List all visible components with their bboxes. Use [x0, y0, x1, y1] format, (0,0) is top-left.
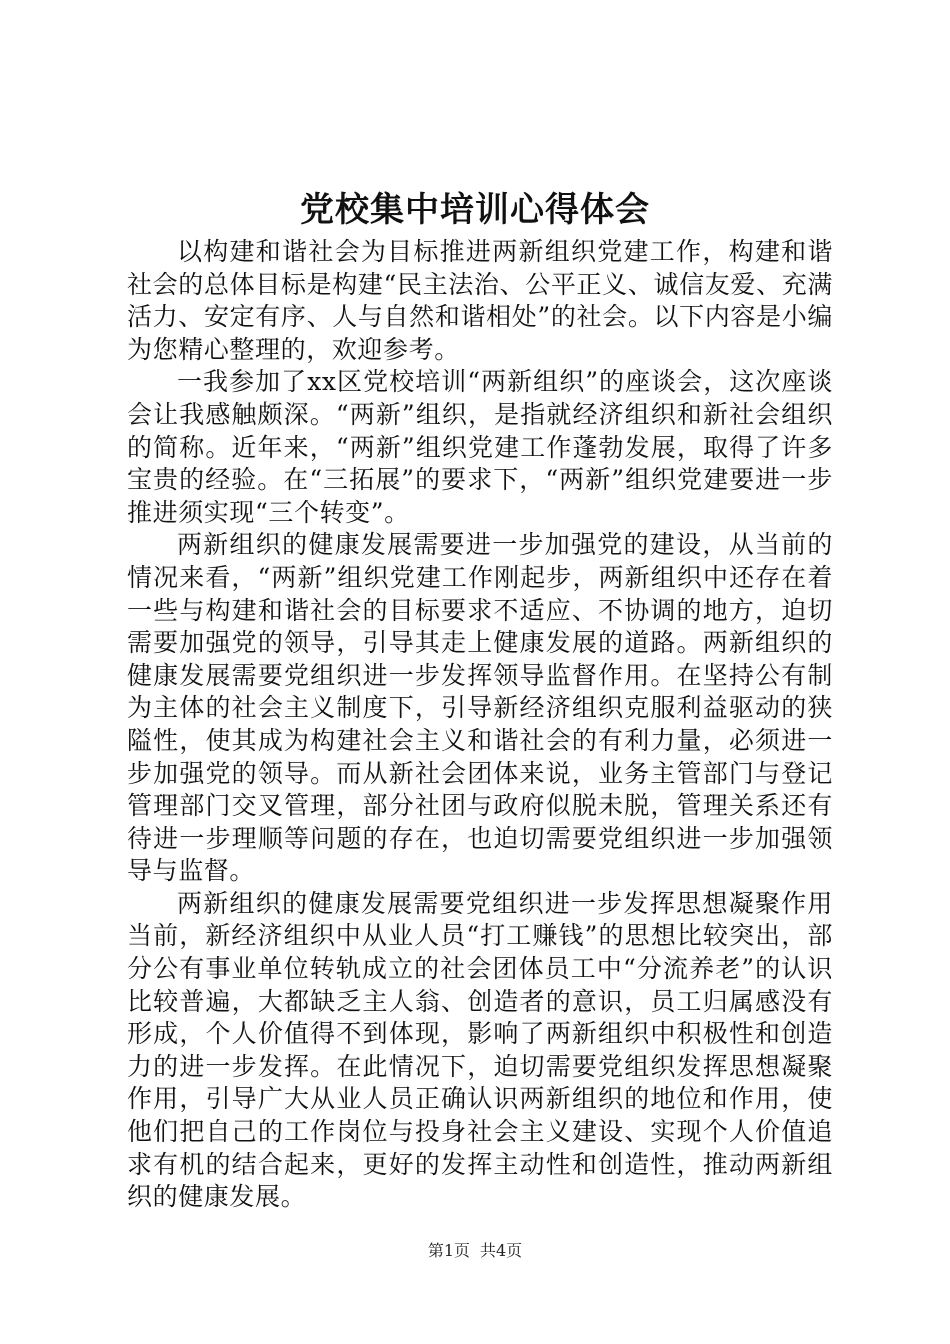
- document-title: 党校集中培训心得体会: [300, 190, 650, 230]
- paragraph-party-building: 两新组织的健康发展需要进一步加强党的建设，从当前的情况来看，“两新”组织党建工作刚起步，两新组织中还存在着一些与构建和谐社会的目标要求不适应、不协调的地方，迫切需要加强党的领导，引导其走上健康发展的道路。两新组织的健康发展需要党组织进一步发挥领导监督作用。在坚持公有制为主体的社会主义制度下，引导新经济组织克服利益驱动的狭隘性，使其成为构建社会主义和谐社会的有利力量，必须进一步加强党的领导。而从新社会团体来说，业务主管部门与登记管理部门交叉管理，部分社团与政府似脱未脱，管理关系还有待进一步理顺等问题的存在，也迫切需要党组织进一步加强领导与监督。: [127, 530, 833, 886]
- page-footer: [0, 1238, 950, 1264]
- paragraph-ideological-cohesion: 两新组织的健康发展需要党组织进一步发挥思想凝聚作用当前，新经济组织中从业人员“打工赚钱”的思想比较突出，部分公有事业单位转轨成立的社会团体员工中“分流养老”的认识比较普遍，大都缺乏主人翁、创造者的意识，员工归属感没有形成，个人价值得不到体现，影响了两新组织中积极性和创造力的进一步发挥。在此情况下，迫切需要党组织发挥思想凝聚作用，引导广大从业人员正确认识两新组织的地位和作用，使他们把自己的工作岗位与投身社会主义建设、实现个人价值追求有机的结合起来，更好的发挥主动性和创造性，推动两新组织的健康发展。: [127, 888, 833, 1212]
- page-number-current: 第1页: [427, 1241, 470, 1260]
- page-number-total: 共4页: [480, 1241, 523, 1260]
- paragraph-intro: 以构建和谐社会为目标推进两新组织党建工作，构建和谐社会的总体目标是构建“民主法治、公平正义、诚信友爱、充满活力、安定有序、人与自然和谐相处”的社会。以下内容是小编为您精心整理的，欢迎参考。: [127, 237, 833, 364]
- document-body: [127, 236, 833, 1214]
- paragraph-seminar: 一我参加了xx区党校培训“两新组织”的座谈会，这次座谈会让我感触颇深。“两新”组织，是指就经济组织和新社会组织的简称。近年来，“两新”组织党建工作蓬勃发展，取得了许多宝贵的经验。在“三拓展”的要求下，“两新”组织党建要进一步推进须实现“三个转变”。: [127, 367, 833, 527]
